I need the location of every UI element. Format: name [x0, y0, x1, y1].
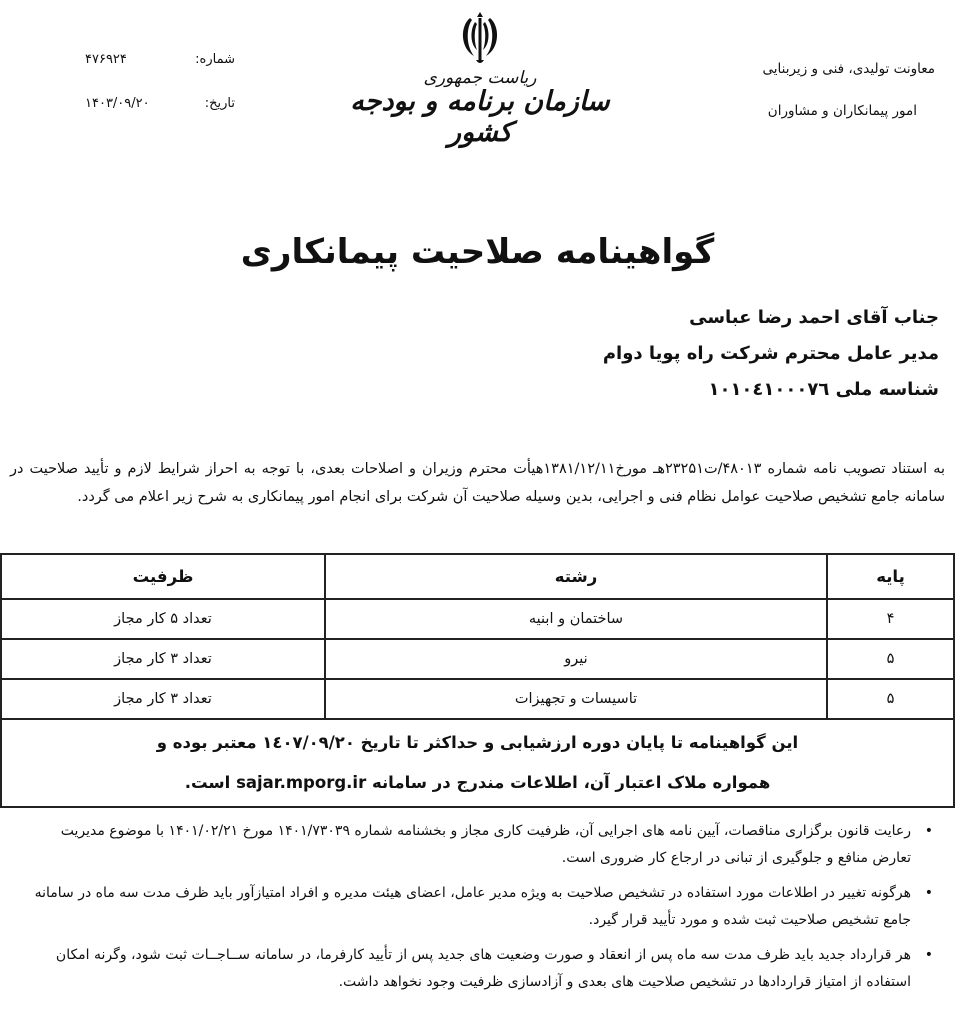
note-item — [24, 818, 933, 872]
national-id: شناسه ملی ۱۰۱۰٤۱۰۰۰۷٦ — [708, 379, 939, 400]
addressee-name: جناب آقای احمد رضا عباسی — [689, 307, 939, 328]
addressee-block — [339, 300, 939, 408]
table-row — [1, 599, 954, 639]
note-item — [24, 942, 933, 996]
note-text: هر قرارداد جدید باید ظرف مدت سه ماه پس از انعقاد و صورت وضعیت های جدید پس از تأیید کارفرما، در سامانه ســاجــات ثبت شود، وگرنه امکان استفاده از امتیاز قراردادها در تشخیص صلاحیت های بعدی و آزادسازی ظرفیت وجود نخواهد داشت. — [55, 947, 911, 990]
cell-capacity: تعداد ۳ کار مجاز — [1, 639, 325, 679]
cell-field: ساختمان و ابنیه — [325, 599, 827, 639]
letter-date-label: تاریخ: — [204, 96, 235, 111]
header-field: رشته — [325, 554, 827, 599]
header-base: پایه — [827, 554, 954, 599]
cell-base: ۵ — [827, 639, 954, 679]
org-subtitle: ریاست جمهوری — [423, 68, 537, 88]
intro-paragraph: به استناد تصویب نامه شماره ۴۸۰۱۳/ت۲۳۲۵۱هـ مورخ۱۳۸۱/۱۲/۱۱هیأت محترم وزیران و اصلاحات بعدی، با توجه به احراز شرایط لازم و تأیید صلاحیت در سامانه جامع تشخیص صلاحیت عوامل نظام فنی و اجرایی، بدین وسیله صلاحیت آن شرکت برای انجام امور پیمانکاری به شرح زیر اعلام می گردد. — [10, 461, 946, 505]
validity-note — [1, 719, 954, 807]
cell-field: نیرو — [325, 639, 827, 679]
iran-emblem-icon — [456, 8, 504, 68]
cell-capacity: تعداد ۵ کار مجاز — [1, 599, 325, 639]
letter-meta — [85, 44, 235, 132]
letter-number-label: شماره: — [195, 52, 235, 67]
addressee-position: مدیر عامل محترم شرکت راه پویا دوام — [602, 343, 939, 364]
header-capacity: ظرفیت — [1, 554, 325, 599]
cell-base: ۴ — [827, 599, 954, 639]
table-header-row — [1, 554, 954, 599]
table-row — [1, 639, 954, 679]
notes-list — [24, 818, 935, 1004]
note-text: هرگونه تغییر در اطلاعات مورد استفاده در تشخیص صلاحیت به ویژه مدیر عامل، اعضای هیئت مدیره و افراد امتیازآور باید ظرف مدت سه ماه در سامانه جامع تشخیص صلاحیت ثبت شده و مورد تأیید قرار گیرد. — [34, 885, 911, 928]
note-text: رعایت قانون برگزاری مناقصات، آیین نامه های اجرایی آن، ظرفیت کاری مجاز و بخشنامه شماره ۱۴۰۱/۷۳۰۳۹ مورخ ۱۴۰۱/۰۲/۲۱ با موضوع مدیریت تعارض منافع و جلوگیری از تبانی در ارجاع کار ضروری است. — [60, 823, 911, 866]
department-line-2: امور پیمانکاران و مشاوران — [767, 103, 917, 119]
table-row — [1, 679, 954, 719]
bullet-icon: • — [924, 947, 933, 963]
letter-date-value: ۱۴۰۳/۰۹/۲۰ — [85, 96, 150, 111]
document-title: گواهینامه صلاحیت پیمانکاری — [240, 232, 715, 272]
department-line-1: معاونت تولیدی، فنی و زیربنایی — [762, 61, 935, 77]
letter-date-row — [85, 88, 235, 132]
cell-capacity: تعداد ۳ کار مجاز — [1, 679, 325, 719]
letter-number-value: ۴۷۶۹۲۴ — [85, 52, 127, 67]
org-name: سازمان برنامه و بودجه کشور — [350, 86, 610, 148]
organization-logo — [330, 8, 630, 158]
bullet-icon: • — [924, 823, 933, 839]
cell-base: ۵ — [827, 679, 954, 719]
cell-field: تاسیسات و تجهیزات — [325, 679, 827, 719]
validity-note-row — [1, 719, 954, 807]
qualification-table — [0, 553, 955, 808]
validity-note-line-2: همواره ملاک اعتبار آن، اطلاعات مندرج در سامانه sajar.mporg.ir است. — [184, 773, 771, 792]
letter-number-row — [85, 44, 235, 88]
note-item — [24, 880, 933, 934]
bullet-icon: • — [924, 885, 933, 901]
department-block — [635, 48, 935, 132]
validity-note-line-1: این گواهینامه تا پایان دوره ارزشیابی و حداکثر تا تاریخ ۱٤۰۷/۰۹/۲۰ معتبر بوده و — [156, 733, 799, 752]
